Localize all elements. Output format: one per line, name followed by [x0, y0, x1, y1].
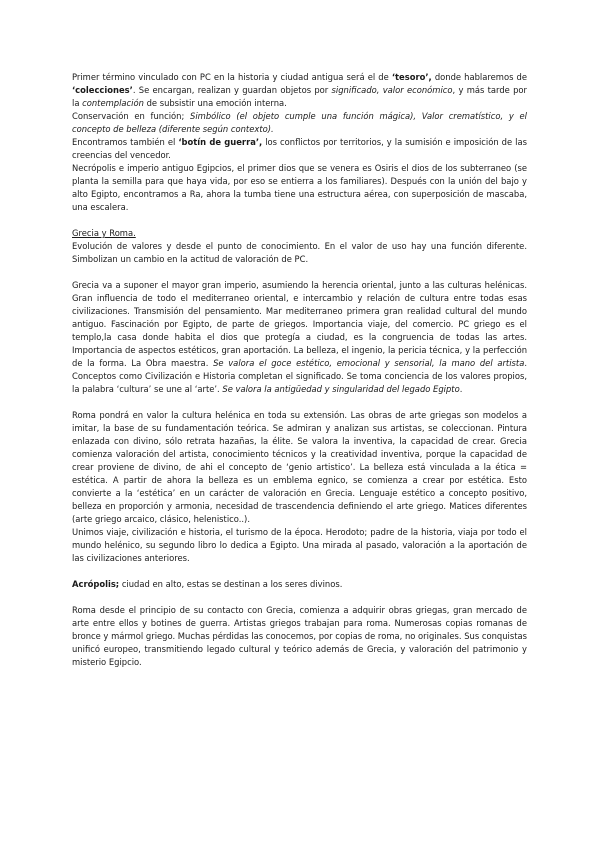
- text-run: Grecia va a suponer el mayor gran imperio, asumiendo la herencia oriental, junto a las culturas helénicas. Gran influencia de todo el mediterraneo oriental, e intercambio y relación de cultura entre todas esas civilizaciones. Transmisión del pensamiento. Mar mediterraneo primera gran realidad cultural del mundo antiguo. Fascinación por Egipto, de parte de griegos. Importancia viaje, del comercio. PC griego es el templo,la casa donde habita el dios que protegía a ciudad, es la congruencia de todas las artes. Importancia de aspectos estéticos, gran aportación. La belleza, el ingenio, la pericia técnica, y la perfección de la forma. La Obra maestra.: [72, 280, 527, 368]
- text-run: Evolución de valores y desde el punto de conocimiento. En el valor de uso hay una función diferente. Simbolizan un cambio en la actitud de valoración de PC.: [72, 241, 527, 264]
- text-run: significado, valor económico: [331, 85, 453, 95]
- text-run: Necrópolis e imperio antiguo Egipcios, el primer dios que se venera es Osiris el dios de los subterraneo (se planta la semilla para que haya vida, por eso se entierra a los familiares). Después con la unión del bajo y alto Egipto, encontramos a Ra, ahora la tumba tiene una estructura aérea, con superposición de mascaba, una escalera.: [72, 163, 527, 212]
- text-run: los conflictos por territorios, y la sumisión e imposición de las creencias del vencedor.: [72, 137, 527, 160]
- text-run: ciudad en alto, estas se destinan a los seres divinos.: [119, 579, 343, 589]
- text-run: Roma desde el principio de su contacto con Grecia, comienza a adquirir obras griegas, gran mercado de arte entre ellos y botines de guerra. Artistas griegos trabajan para roma. Numerosas copias romanas de bronce y mármol griego. Muchas pérdidas las conocemos, por copias de roma, no originales. Sus conquistas unificó europeo, transmitiendo legado cultural y teórico además de Grecia, y valoración del patrimonio y misterio Egipcio.: [72, 605, 527, 667]
- text-run: . Se encargan, realizan y guardan objetos por: [132, 85, 332, 95]
- text-run: Unimos viaje, civilización e historia, el turismo de la época. Herodoto; padre de la historia, viaja por todo el mundo helénico, su segundo libro lo dedica a Egipto. Una mirada al pasado, valoración a la aportación de las civilizaciones anteriores.: [72, 527, 527, 563]
- text-run: , y más tarde por la: [72, 85, 527, 108]
- text-run: Se valora la antigüedad y singularidad del legado Egipto: [222, 384, 460, 394]
- paragraph-roma-helenica: [72, 409, 527, 526]
- text-run: Simbólico (el objeto cumple una función mágica), Valor crematístico, y el concepto de belleza (diferente según contexto).: [72, 111, 527, 134]
- text-run: de subsistir una emoción interna.: [143, 98, 287, 108]
- text-run: Conservación en función;: [72, 111, 191, 121]
- paragraph-evolucion: [72, 240, 527, 266]
- paragraph-tesoro: [72, 71, 527, 110]
- paragraph-acropolis: [72, 578, 527, 591]
- text-run: Encontramos también el: [72, 137, 179, 147]
- paragraph-viaje: [72, 526, 527, 565]
- text-run: ‘tesoro’,: [391, 72, 432, 82]
- paragraph-botin: [72, 136, 527, 162]
- text-run: contemplación: [82, 98, 144, 108]
- heading-text: Grecia y Roma.: [72, 228, 136, 238]
- text-run: ‘botín de guerra’,: [178, 137, 263, 147]
- paragraph-grecia: [72, 279, 527, 396]
- text-run: Se valora el goce estético, emocional y sensorial, la mano del artista: [213, 358, 525, 368]
- paragraph-roma-grecia: [72, 604, 527, 669]
- paragraph-conservacion: [72, 110, 527, 136]
- document-page: [72, 71, 527, 669]
- text-run: ‘colecciones’: [72, 85, 133, 95]
- text-run: Primer término vinculado con PC en la historia y ciudad antigua será el de: [72, 72, 392, 82]
- paragraph-necropolis: [72, 162, 527, 214]
- text-run: donde hablaremos de: [431, 72, 527, 82]
- text-run: .: [459, 384, 463, 394]
- section-heading: [72, 227, 527, 240]
- text-run: Acrópolis;: [72, 579, 120, 589]
- text-run: Roma pondrá en valor la cultura helénica en toda su extensión. Las obras de arte griegas son modelos a imitar, la base de su fundamentación teórica. Se admiran y analizan sus artistas, se coleccionan. Pintura enlazada con divino, sólo retrata hazañas, la élite. Se valora la inventiva, la capacidad de crear. Grecia comienza valoración del artista, conocimiento técnicos y la creatividad inventiva, porque la capacidad de crear proviene de divino, de ahi el concepto de ‘genio artistico’. La belleza está vinculada a la ética = estética. A partir de ahora la belleza es un emblema egnico, se comienza a crear por estética. Esto convierte a la ‘estética’ en un carácter de valoración en Grecia. Lenguaje estético a concepto positivo, belleza en proporción y armonia, necesidad de trascendencia definiendo el arte griego. Matices diferentes (arte griego arcaico, clásico, helenistico..).: [72, 410, 527, 524]
- text-run: . Conceptos como Civilización e Historia completan el significado. Se toma conciencia de los valores propios, la palabra ‘cultura’ se une al ‘arte’.: [72, 358, 527, 394]
